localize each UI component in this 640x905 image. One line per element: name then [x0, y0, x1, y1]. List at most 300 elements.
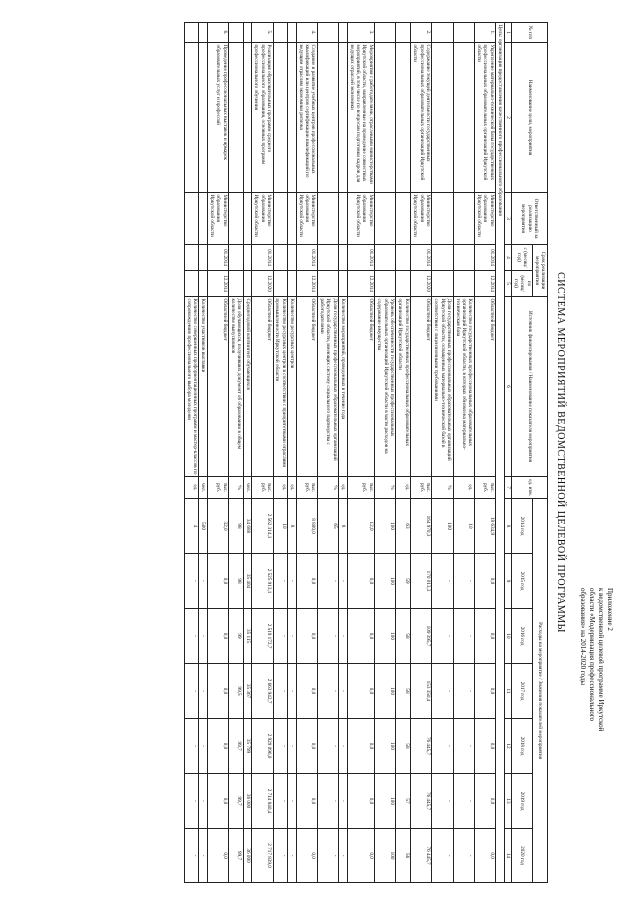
- table-row: [288, 23, 296, 883]
- row-value: 100: [375, 664, 396, 719]
- row-value: 58: [396, 609, 411, 664]
- row-source: Количество ресурсных центров: [288, 297, 296, 477]
- row-value: 0,0: [207, 829, 228, 883]
- row-value: -: [184, 774, 199, 829]
- row-value: 100: [375, 774, 396, 829]
- row-value: -: [199, 664, 207, 719]
- row-responsible: [184, 193, 199, 245]
- row-value: 2 663 942,7: [252, 664, 273, 719]
- row-value: -: [453, 719, 474, 774]
- row-value: -: [184, 664, 199, 719]
- row-unit: ед.: [453, 477, 474, 499]
- row-source: Уровень обеспеченности государственных профессиональных образовательных организаций Иркутской области в части расходов на содержание имущества: [375, 297, 396, 477]
- column-index: 9: [504, 554, 511, 609]
- row-value: 0,0: [474, 719, 495, 774]
- row-source: Доля обучающихся, получивших документ об образовании в общем количестве выпускников: [229, 297, 244, 477]
- row-responsible: [432, 193, 453, 245]
- row-responsible: Министерство образования Иркутской области: [296, 193, 317, 245]
- row-name: [375, 43, 396, 193]
- table-row: [207, 23, 228, 883]
- row-value: -: [339, 609, 347, 664]
- row-value: -: [273, 774, 288, 829]
- row-unit: тыс. руб.: [347, 477, 375, 499]
- column-index: 1: [504, 23, 511, 43]
- row-value: -: [184, 829, 199, 883]
- row-value: -: [199, 609, 207, 664]
- header-responsible: Ответственный за реализацию мероприятия: [511, 193, 547, 245]
- row-from: 01.2014: [252, 245, 273, 271]
- row-value: 2 519 172,7: [252, 609, 273, 664]
- measures-table: [184, 22, 548, 883]
- row-value: -: [199, 829, 207, 883]
- row-value: 32,0: [207, 499, 228, 554]
- row-value: 0,0: [296, 664, 317, 719]
- row-value: -: [273, 609, 288, 664]
- row-to: 12.2014: [474, 271, 495, 297]
- header-from: с (месяц/ год): [511, 245, 532, 271]
- row-to: 12.2014: [347, 271, 375, 297]
- row-to: [396, 271, 411, 297]
- row-from: [199, 245, 207, 271]
- row-value: -: [453, 554, 474, 609]
- row-value: 35 367: [243, 664, 251, 719]
- row-value: 164 970,3: [411, 499, 432, 554]
- table-row: [229, 23, 244, 883]
- table-row: [318, 23, 339, 883]
- table-row: [453, 23, 474, 883]
- appendix-line: области «Модернизация профессионального: [588, 588, 596, 722]
- row-responsible: Министерство образования Иркутской области: [347, 193, 375, 245]
- row-value: -: [318, 664, 339, 719]
- header-year: 2014 год: [511, 499, 532, 554]
- row-value: 63: [396, 499, 411, 554]
- row-from: [288, 245, 296, 271]
- row-unit: тыс. руб.: [207, 477, 228, 499]
- row-source: Областной бюджет: [411, 297, 432, 477]
- header-source: Источник финансирования / Наименование показателя мероприятия: [511, 297, 547, 477]
- row-name: [273, 43, 288, 193]
- row-value: -: [184, 719, 199, 774]
- header-num: № п/п: [511, 23, 547, 43]
- appendix-line: Приложение 2: [606, 588, 614, 631]
- row-value: -: [453, 664, 474, 719]
- row-source: Доля государственных профессиональных образовательных организаций Иркутской области, имеющих систему социального партнерства с работодателями: [318, 297, 339, 477]
- column-index: 14: [504, 829, 511, 883]
- row-value: 36 000: [243, 829, 251, 883]
- row-value: -: [339, 774, 347, 829]
- row-value: -: [318, 719, 339, 774]
- row-responsible: Министерство образования Иркутской области: [207, 193, 228, 245]
- row-responsible: Министерство образования Иркутской области: [252, 193, 273, 245]
- row-value: -: [273, 829, 288, 883]
- header-year: 2020 год: [511, 829, 532, 883]
- column-index: 13: [504, 774, 511, 829]
- row-from: 01.2014: [411, 245, 432, 271]
- row-to: 12.2020: [411, 271, 432, 297]
- goal-row: Цель: организация предоставления качественного профессионального образования: [496, 23, 504, 883]
- column-index: 12: [504, 719, 511, 774]
- row-to: [184, 271, 199, 297]
- row-num: 1.: [474, 23, 495, 43]
- row-source: Областной бюджет: [252, 297, 273, 477]
- row-unit: тыс. руб.: [296, 477, 317, 499]
- row-value: 0,0: [207, 609, 228, 664]
- row-value: 0,0: [296, 554, 317, 609]
- row-from: [184, 245, 199, 271]
- row-from: [339, 245, 347, 271]
- row-value: -: [339, 719, 347, 774]
- row-value: 0,0: [347, 829, 375, 883]
- row-name: [243, 43, 251, 193]
- column-index: 3: [504, 193, 511, 245]
- row-value: 18 634,9: [474, 499, 495, 554]
- row-value: 4: [184, 499, 199, 554]
- table-row: [184, 23, 199, 883]
- appendix-line: образования» на 2014-2020 годы: [579, 588, 587, 686]
- row-value: -: [318, 829, 339, 883]
- row-to: [273, 271, 288, 297]
- header-to: по (месяц/ год): [511, 271, 532, 297]
- row-unit: %: [229, 477, 244, 499]
- row-value: -: [273, 664, 288, 719]
- row-num: [243, 23, 251, 43]
- row-num: [184, 23, 199, 43]
- table-row: [252, 23, 273, 883]
- row-value: 99,5: [229, 664, 244, 719]
- row-name: Создание и развитие учебных центров профессиональных квалификаций или центров сертификации квалификаций по ведущим отраслям экономики региона: [296, 43, 317, 193]
- row-value: 76 445,7: [411, 829, 432, 883]
- row-value: -: [288, 609, 296, 664]
- row-unit: ед.: [339, 477, 347, 499]
- header-year: 2019 год: [511, 774, 532, 829]
- header-year: 2017 год: [511, 664, 532, 719]
- row-unit: ед.: [184, 477, 199, 499]
- row-value: -: [432, 554, 453, 609]
- column-index: 4: [504, 245, 511, 271]
- row-value: 0,0: [347, 664, 375, 719]
- row-value: -: [432, 664, 453, 719]
- row-num: [339, 23, 347, 43]
- row-num: [375, 23, 396, 43]
- row-from: 01.2014: [474, 245, 495, 271]
- row-value: 56: [396, 829, 411, 883]
- row-value: 0,0: [296, 719, 317, 774]
- row-value: -: [453, 774, 474, 829]
- row-value: 58: [396, 664, 411, 719]
- row-value: 98: [229, 554, 244, 609]
- row-value: 8 800,0: [296, 499, 317, 554]
- row-unit: тыс. руб.: [474, 477, 495, 499]
- row-to: 12.2014: [296, 271, 317, 297]
- column-index: 8: [504, 499, 511, 554]
- row-responsible: [339, 193, 347, 245]
- row-source: Количество мероприятий, проведенных в течение года: [339, 297, 347, 477]
- row-to: [453, 271, 474, 297]
- row-value: -: [199, 719, 207, 774]
- row-source: Областной бюджет: [474, 297, 495, 477]
- row-from: [453, 245, 474, 271]
- row-source: Количество ресурсных центров в соответствии с приоритетными отраслями промышленности Иркутской области: [273, 297, 288, 477]
- row-value: 0,0: [474, 774, 495, 829]
- row-value: 0,0: [347, 719, 375, 774]
- row-num: 2.: [411, 23, 432, 43]
- row-value: 0,0: [296, 829, 317, 883]
- row-value: -: [453, 829, 474, 883]
- row-value: -: [318, 774, 339, 829]
- row-unit: %: [318, 477, 339, 499]
- header-year: 2015 год: [511, 554, 532, 609]
- row-to: 12.2020: [252, 271, 273, 297]
- row-num: [453, 23, 474, 43]
- row-name: [396, 43, 411, 193]
- row-value: 36 000: [243, 774, 251, 829]
- column-index-row: [504, 23, 511, 883]
- row-value: 0,0: [347, 609, 375, 664]
- row-value: -: [432, 719, 453, 774]
- row-value: 0,0: [474, 554, 495, 609]
- row-value: -: [199, 774, 207, 829]
- row-responsible: [453, 193, 474, 245]
- row-value: 100: [432, 499, 453, 554]
- row-value: 35 404: [243, 554, 251, 609]
- row-value: 8: [339, 499, 347, 554]
- column-index: 2: [504, 43, 511, 193]
- row-responsible: Министерство образования Иркутской области: [411, 193, 432, 245]
- row-source: Областной бюджет: [296, 297, 317, 477]
- row-value: 0,0: [347, 554, 375, 609]
- row-value: 109 395,7: [411, 609, 432, 664]
- row-value: -: [288, 719, 296, 774]
- row-from: [318, 245, 339, 271]
- page-title: СИСТЕМА МЕРОПРИЯТИЙ ВЕДОМСТВЕННОЙ ЦЕЛЕВОЙ ПРОГРАММЫ: [555, 272, 566, 633]
- row-value: 170 013,3: [411, 554, 432, 609]
- row-value: 57: [396, 774, 411, 829]
- row-from: 01.2014: [347, 245, 375, 271]
- row-unit: %: [375, 477, 396, 499]
- row-value: -: [318, 554, 339, 609]
- row-value: -: [432, 829, 453, 883]
- header-costs: Расходы на мероприятие / Значения показателей мероприятия: [533, 499, 548, 883]
- row-responsible: [199, 193, 207, 245]
- row-value: 35 799: [243, 719, 251, 774]
- row-value: 0,0: [296, 774, 317, 829]
- row-name: Содержание текущей деятельности государственных профессиональных образовательных организаций Иркутской области: [411, 43, 432, 193]
- table-row: [339, 23, 347, 883]
- row-value: -: [453, 609, 474, 664]
- row-value: 10: [453, 499, 474, 554]
- row-value: -: [199, 554, 207, 609]
- row-responsible: [375, 193, 396, 245]
- row-name: [199, 43, 207, 193]
- row-value: 98: [229, 499, 244, 554]
- row-value: 10: [273, 499, 288, 554]
- row-source: Количество государственных профессиональных образовательных организаций Иркутской области, в которых обновлена материально-техническая база: [453, 297, 474, 477]
- row-value: 2 714 840,4: [252, 774, 273, 829]
- row-from: 01.2014: [207, 245, 228, 271]
- table-row: [199, 23, 207, 883]
- row-num: [432, 23, 453, 43]
- row-value: 100: [375, 609, 396, 664]
- row-value: 0,0: [474, 609, 495, 664]
- column-index: 10: [504, 609, 511, 664]
- row-name: [288, 43, 296, 193]
- header-year: 2016 год: [511, 609, 532, 664]
- row-value: 99: [229, 609, 244, 664]
- header-name: Наименование цели, мероприятия: [511, 43, 547, 193]
- row-name: [453, 43, 474, 193]
- row-value: 100: [375, 554, 396, 609]
- row-responsible: [273, 193, 288, 245]
- row-source: Среднегодовой контингент обучающихся: [243, 297, 251, 477]
- row-value: -: [432, 609, 453, 664]
- row-responsible: [288, 193, 296, 245]
- row-value: 99,7: [229, 774, 244, 829]
- row-responsible: [318, 193, 339, 245]
- row-to: [339, 271, 347, 297]
- row-from: [243, 245, 251, 271]
- table-row: [243, 23, 251, 883]
- row-value: 99,7: [229, 829, 244, 883]
- row-value: 59: [396, 554, 411, 609]
- row-responsible: Министерство образования Иркутской области: [474, 193, 495, 245]
- row-to: [432, 271, 453, 297]
- row-name: Проведение профессиональных выставок и ярмарок образовательных услуг и профессий: [207, 43, 228, 193]
- header-year: 2018 год: [511, 719, 532, 774]
- row-value: 76 445,7: [411, 774, 432, 829]
- header-unit: ед. изм.: [511, 477, 547, 499]
- row-unit: тыс. руб.: [411, 477, 432, 499]
- row-value: 500: [199, 499, 207, 554]
- row-to: [229, 271, 244, 297]
- table-row: [411, 23, 432, 883]
- row-value: 100: [375, 499, 396, 554]
- row-value: 0,0: [347, 774, 375, 829]
- row-num: [229, 23, 244, 43]
- row-to: [288, 271, 296, 297]
- row-name: [432, 43, 453, 193]
- row-unit: %: [432, 477, 453, 499]
- row-to: [199, 271, 207, 297]
- row-value: -: [339, 664, 347, 719]
- table-row: [396, 23, 411, 883]
- row-num: [288, 23, 296, 43]
- row-value: 76 445,7: [411, 719, 432, 774]
- row-value: 100: [375, 719, 396, 774]
- row-value: -: [318, 609, 339, 664]
- table-body: [184, 23, 504, 883]
- row-source: Областной бюджет: [207, 297, 228, 477]
- row-value: 12,0: [347, 499, 375, 554]
- row-value: 65: [318, 499, 339, 554]
- row-value: 2 525 913,1: [252, 554, 273, 609]
- row-responsible: [396, 193, 411, 245]
- row-unit: чел.: [199, 477, 207, 499]
- row-value: 8: [288, 499, 296, 554]
- row-value: 153 350,4: [411, 664, 432, 719]
- row-from: [432, 245, 453, 271]
- row-value: -: [273, 554, 288, 609]
- table-row: [432, 23, 453, 883]
- row-from: 01.2014: [296, 245, 317, 271]
- table-row: [474, 23, 495, 883]
- row-name: [318, 43, 339, 193]
- row-value: -: [273, 719, 288, 774]
- row-unit: тыс. руб.: [252, 477, 273, 499]
- row-value: 2 562 314,1: [252, 499, 273, 554]
- row-name: [229, 43, 244, 193]
- table-row: [375, 23, 396, 883]
- row-value: 2 929 096,0: [252, 719, 273, 774]
- row-responsible: [229, 193, 244, 245]
- row-value: -: [339, 829, 347, 883]
- row-value: 0,0: [474, 664, 495, 719]
- table-header: [504, 23, 547, 883]
- appendix-line: к ведомственной целевой программе Иркутской: [597, 588, 605, 732]
- row-value: 0,0: [207, 664, 228, 719]
- row-num: [199, 23, 207, 43]
- row-num: [273, 23, 288, 43]
- row-value: 2 717 839,0: [252, 829, 273, 883]
- row-unit: ед.: [396, 477, 411, 499]
- row-num: [318, 23, 339, 43]
- row-name: [339, 43, 347, 193]
- row-to: 12.2014: [207, 271, 228, 297]
- row-source: Доля государственных профессиональных образовательных организаций Иркутской области, оснащенных материально-технической базой в соответствии с лицензионными требованиями: [432, 297, 453, 477]
- row-num: 5.: [252, 23, 273, 43]
- table-row: [296, 23, 317, 883]
- row-to: [243, 271, 251, 297]
- row-name: [184, 43, 199, 193]
- row-value: -: [184, 554, 199, 609]
- row-from: [396, 245, 411, 271]
- row-value: 100: [375, 829, 396, 883]
- row-name: Укрепление материально-технической базы государственных профессиональных образовательных организаций Иркутской области: [474, 43, 495, 193]
- row-responsible: [243, 193, 251, 245]
- header-period: Срок реализации мероприятия: [533, 245, 548, 297]
- row-unit: ед.: [273, 477, 288, 499]
- row-name: Мероприятия с работодателями, отраслевыми министерствами Иркутской области, направленные на проведение совместных мероприятий, в том числе по вопросам подготовки кадров для ведущих отраслей экономики: [347, 43, 375, 193]
- row-value: -: [288, 554, 296, 609]
- column-index: 5: [504, 271, 511, 297]
- row-value: 99,7: [229, 719, 244, 774]
- row-source: Областной бюджет: [347, 297, 375, 477]
- appendix-note: [578, 588, 614, 888]
- row-unit: ед.: [288, 477, 296, 499]
- row-num: 3.: [347, 23, 375, 43]
- row-source: Количество государственных профессиональных образовательных организаций Иркутской области: [396, 297, 411, 477]
- column-index: 7: [504, 477, 511, 499]
- row-value: 58: [396, 719, 411, 774]
- row-value: 0,0: [207, 774, 228, 829]
- row-value: -: [184, 609, 199, 664]
- column-index: 11: [504, 664, 511, 719]
- row-value: 35 115: [243, 609, 251, 664]
- row-value: -: [339, 554, 347, 609]
- row-num: 4.: [296, 23, 317, 43]
- row-value: 0,0: [207, 719, 228, 774]
- row-source: Количество участников выставки: [199, 297, 207, 477]
- row-unit: чел.: [243, 477, 251, 499]
- row-value: -: [432, 774, 453, 829]
- table-row: [347, 23, 375, 883]
- row-value: 0,0: [207, 554, 228, 609]
- row-to: [318, 271, 339, 297]
- row-value: 0,0: [296, 609, 317, 664]
- row-num: [396, 23, 411, 43]
- row-value: -: [288, 774, 296, 829]
- row-source: Количество совершенных профориентационных программ и мастер-классов по сопровождению профессионального выбора молодежи: [184, 297, 199, 477]
- row-from: [229, 245, 244, 271]
